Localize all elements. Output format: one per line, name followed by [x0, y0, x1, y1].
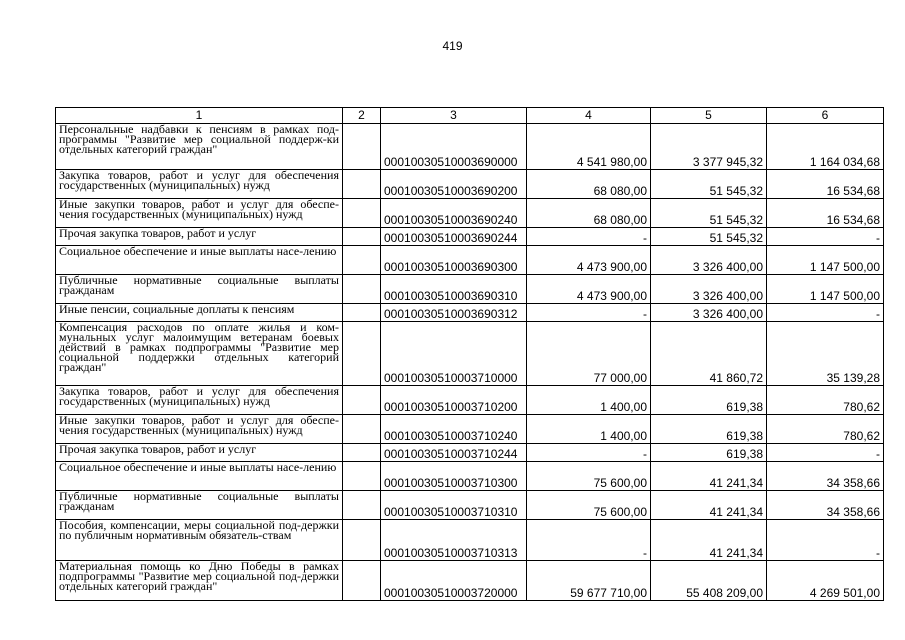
row-actual-value: 51 545,32 — [651, 199, 767, 228]
row-code: 00010030510003710240 — [381, 415, 527, 444]
row-actual-value: 3 326 400,00 — [651, 304, 767, 322]
row-remainder-value: - — [767, 228, 884, 246]
table-row — [56, 462, 884, 491]
table-row — [56, 170, 884, 199]
row-remainder-value: - — [767, 304, 884, 322]
row-description: Персональные надбавки к пенсиям в рамках под-программы "Развитие мер социальной поддерж-ки отдельных категорий граждан" — [56, 124, 343, 170]
column-header: 5 — [651, 108, 767, 124]
row-code: 00010030510003720000 — [381, 561, 527, 601]
row-actual-value: 619,38 — [651, 415, 767, 444]
row-col2 — [343, 491, 381, 520]
table-row — [56, 199, 884, 228]
row-col2 — [343, 561, 381, 601]
row-description: Прочая закупка товаров, работ и услуг — [56, 228, 343, 246]
row-plan-value: 1 400,00 — [527, 386, 651, 415]
row-remainder-value: 4 269 501,00 — [767, 561, 884, 601]
row-plan-value: 4 473 900,00 — [527, 246, 651, 275]
row-col2 — [343, 415, 381, 444]
row-code: 00010030510003690200 — [381, 170, 527, 199]
row-col2 — [343, 124, 381, 170]
row-description: Социальное обеспечение и иные выплаты насе-лению — [56, 246, 343, 275]
row-code: 00010030510003690244 — [381, 228, 527, 246]
row-plan-value: 77 000,00 — [527, 322, 651, 386]
row-remainder-value: 1 164 034,68 — [767, 124, 884, 170]
row-actual-value: 55 408 209,00 — [651, 561, 767, 601]
row-code: 00010030510003690312 — [381, 304, 527, 322]
row-col2 — [343, 520, 381, 561]
table-row — [56, 322, 884, 386]
row-description: Иные закупки товаров, работ и услуг для обеспе-чения государственных (муниципальных) нужд — [56, 199, 343, 228]
row-plan-value: - — [527, 228, 651, 246]
table-row — [56, 444, 884, 462]
row-plan-value: 1 400,00 — [527, 415, 651, 444]
row-description: Иные пенсии, социальные доплаты к пенсиям — [56, 304, 343, 322]
row-col2 — [343, 170, 381, 199]
column-header: 3 — [381, 108, 527, 124]
row-plan-value: - — [527, 444, 651, 462]
table-row — [56, 415, 884, 444]
table-row — [56, 386, 884, 415]
row-actual-value: 619,38 — [651, 386, 767, 415]
row-description: Закупка товаров, работ и услуг для обеспечения государственных (муниципальных) нужд — [56, 386, 343, 415]
row-remainder-value: 780,62 — [767, 415, 884, 444]
row-description: Компенсация расходов по оплате жилья и ком-мунальных услуг малоимущим ветеранам боевых действий в рамках подпрограммы "Развитие мер социальной поддержки отдельных категорий граждан" — [56, 322, 343, 386]
row-description: Прочая закупка товаров, работ и услуг — [56, 444, 343, 462]
table-row — [56, 246, 884, 275]
table-row — [56, 124, 884, 170]
row-remainder-value: 1 147 500,00 — [767, 275, 884, 304]
row-plan-value: 68 080,00 — [527, 199, 651, 228]
row-plan-value: 75 600,00 — [527, 462, 651, 491]
column-header: 4 — [527, 108, 651, 124]
row-actual-value: 51 545,32 — [651, 170, 767, 199]
row-description: Пособия, компенсации, меры социальной под-держки по публичным нормативным обязатель-ствам — [56, 520, 343, 561]
row-col2 — [343, 275, 381, 304]
row-code: 00010030510003710244 — [381, 444, 527, 462]
column-header: 2 — [343, 108, 381, 124]
row-actual-value: 51 545,32 — [651, 228, 767, 246]
table-row — [56, 304, 884, 322]
table-row — [56, 228, 884, 246]
row-plan-value: 4 541 980,00 — [527, 124, 651, 170]
row-code: 00010030510003710310 — [381, 491, 527, 520]
row-col2 — [343, 199, 381, 228]
row-col2 — [343, 462, 381, 491]
row-col2 — [343, 444, 381, 462]
row-remainder-value: 34 358,66 — [767, 491, 884, 520]
row-remainder-value: 1 147 500,00 — [767, 246, 884, 275]
row-col2 — [343, 246, 381, 275]
row-code: 00010030510003710000 — [381, 322, 527, 386]
row-actual-value: 3 377 945,32 — [651, 124, 767, 170]
row-remainder-value: 16 534,68 — [767, 199, 884, 228]
row-code: 00010030510003710200 — [381, 386, 527, 415]
table-row — [56, 491, 884, 520]
page-number: 419 — [442, 39, 463, 53]
table-row — [56, 275, 884, 304]
row-plan-value: 68 080,00 — [527, 170, 651, 199]
row-actual-value: 3 326 400,00 — [651, 246, 767, 275]
row-plan-value: 59 677 710,00 — [527, 561, 651, 601]
row-plan-value: 75 600,00 — [527, 491, 651, 520]
row-description: Материальная помощь ко Дню Победы в рамках подпрограммы "Развитие мер социальной под-держки отдельных категорий граждан" — [56, 561, 343, 601]
budget-table — [55, 107, 884, 601]
column-header: 1 — [56, 108, 343, 124]
row-actual-value: 619,38 — [651, 444, 767, 462]
row-plan-value: - — [527, 304, 651, 322]
row-remainder-value: - — [767, 520, 884, 561]
row-code: 00010030510003690300 — [381, 246, 527, 275]
row-col2 — [343, 228, 381, 246]
row-col2 — [343, 304, 381, 322]
row-col2 — [343, 386, 381, 415]
row-plan-value: 4 473 900,00 — [527, 275, 651, 304]
row-remainder-value: 780,62 — [767, 386, 884, 415]
row-description: Иные закупки товаров, работ и услуг для обеспе-чения государственных (муниципальных) нужд — [56, 415, 343, 444]
row-code: 00010030510003710300 — [381, 462, 527, 491]
row-col2 — [343, 322, 381, 386]
row-remainder-value: 34 358,66 — [767, 462, 884, 491]
row-actual-value: 41 241,34 — [651, 520, 767, 561]
row-description: Закупка товаров, работ и услуг для обеспечения государственных (муниципальных) нужд — [56, 170, 343, 199]
row-plan-value: - — [527, 520, 651, 561]
row-actual-value: 41 241,34 — [651, 462, 767, 491]
row-code: 00010030510003690240 — [381, 199, 527, 228]
row-actual-value: 41 241,34 — [651, 491, 767, 520]
row-description: Социальное обеспечение и иные выплаты насе-лению — [56, 462, 343, 491]
row-code: 00010030510003690000 — [381, 124, 527, 170]
table-row — [56, 561, 884, 601]
row-description: Публичные нормативные социальные выплаты гражданам — [56, 275, 343, 304]
row-remainder-value: - — [767, 444, 884, 462]
row-actual-value: 41 860,72 — [651, 322, 767, 386]
row-actual-value: 3 326 400,00 — [651, 275, 767, 304]
row-remainder-value: 16 534,68 — [767, 170, 884, 199]
row-description: Публичные нормативные социальные выплаты гражданам — [56, 491, 343, 520]
row-code: 00010030510003710313 — [381, 520, 527, 561]
table-row — [56, 520, 884, 561]
row-remainder-value: 35 139,28 — [767, 322, 884, 386]
row-code: 00010030510003690310 — [381, 275, 527, 304]
column-header: 6 — [767, 108, 884, 124]
